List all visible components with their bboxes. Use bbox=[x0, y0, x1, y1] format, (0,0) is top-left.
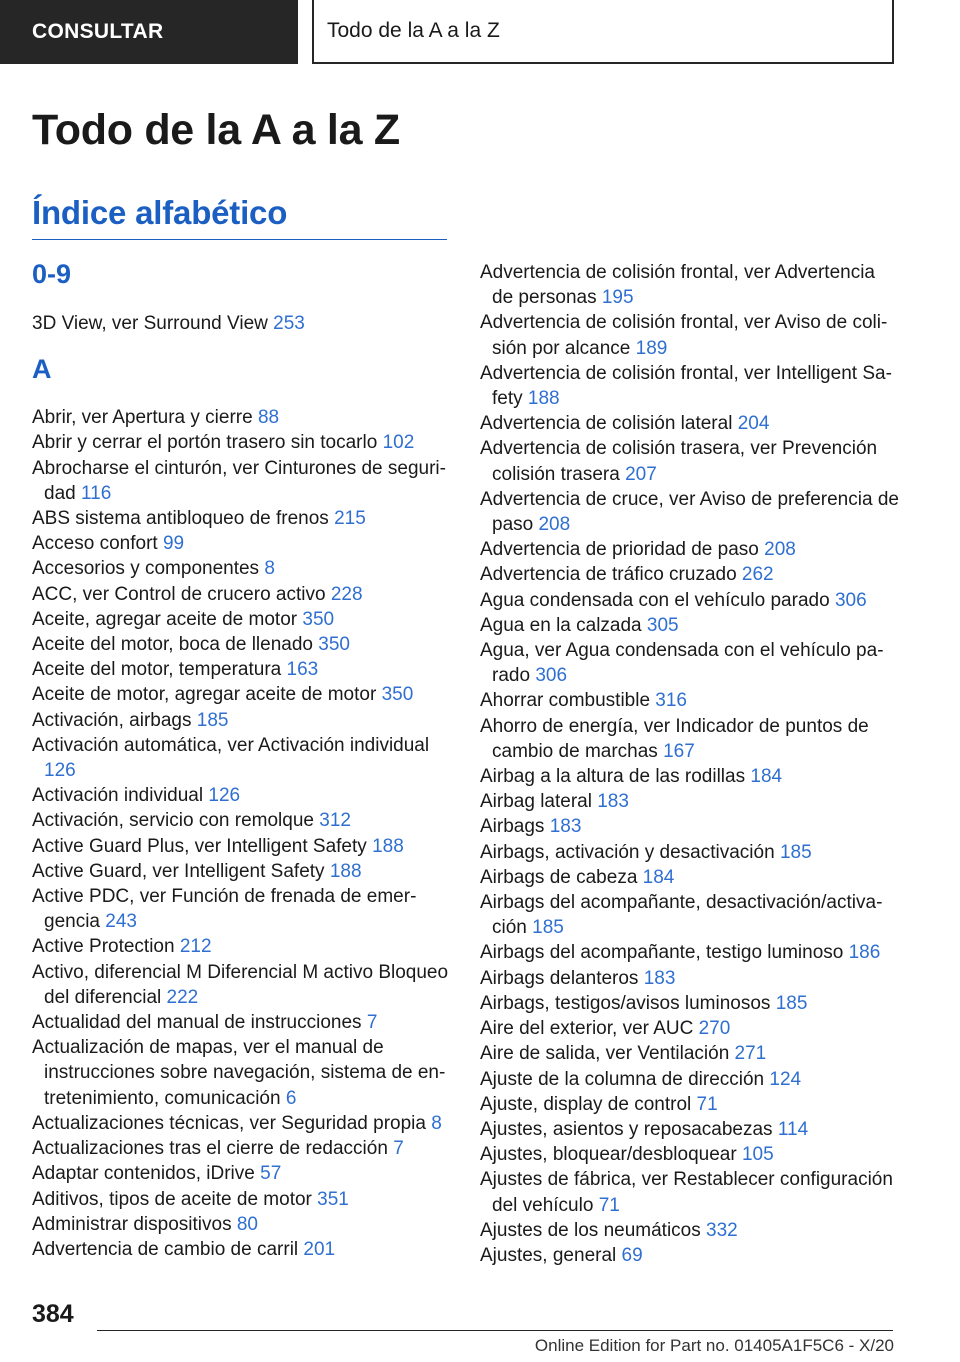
index-entry bbox=[32, 556, 452, 581]
index-entry-page-link[interactable]: 105 bbox=[741, 1144, 774, 1166]
footer-divider bbox=[97, 1330, 893, 1331]
index-entry-page-link[interactable]: 243 bbox=[105, 911, 137, 933]
index-entry-page-link[interactable]: 163 bbox=[286, 659, 319, 681]
index-entry bbox=[32, 934, 452, 959]
index-entry-text: Advertencia de tráfico cruzado bbox=[480, 564, 742, 586]
index-entry bbox=[32, 632, 452, 657]
index-entry bbox=[480, 991, 900, 1016]
index-entry-page-link[interactable]: 270 bbox=[698, 1018, 731, 1040]
index-entry bbox=[480, 1218, 900, 1243]
index-entry bbox=[480, 411, 900, 436]
index-entry-text: Activación, servicio con remolque bbox=[32, 810, 320, 832]
index-entry bbox=[32, 1187, 452, 1212]
index-entry bbox=[480, 436, 900, 486]
index-entry bbox=[480, 1243, 900, 1268]
index-entry bbox=[32, 960, 452, 1010]
index-entry bbox=[32, 1212, 452, 1237]
index-entry-page-link[interactable]: 80 bbox=[236, 1213, 258, 1235]
index-entry-text: Actualizaciones tras el cierre de redacción bbox=[32, 1138, 394, 1160]
index-entry bbox=[480, 487, 900, 537]
index-entry-page-link[interactable]: 184 bbox=[750, 766, 783, 788]
index-entry bbox=[32, 657, 452, 682]
index-entry bbox=[480, 638, 900, 688]
index-entry bbox=[32, 682, 452, 707]
index-entry-page-link[interactable]: 184 bbox=[642, 866, 675, 888]
index-entry-page-link[interactable]: 306 bbox=[834, 589, 867, 611]
index-entry-page-link[interactable]: 212 bbox=[179, 936, 212, 958]
index-entry-text: Airbags delanteros bbox=[480, 967, 644, 989]
index-entry-text: Aceite del motor, boca de llenado bbox=[32, 634, 319, 656]
index-letter-heading: 0-9 bbox=[32, 259, 72, 289]
index-entry bbox=[32, 1237, 452, 1262]
index-entry bbox=[480, 688, 900, 713]
index-entry-page-link[interactable]: 57 bbox=[260, 1163, 282, 1185]
index-entry-page-link[interactable]: 306 bbox=[535, 665, 568, 687]
index-entry-page-link[interactable]: 71 bbox=[696, 1093, 718, 1115]
index-entry-page-link[interactable]: 350 bbox=[381, 684, 414, 706]
index-entry-page-link[interactable]: 188 bbox=[329, 860, 362, 882]
index-entry-page-link[interactable]: 99 bbox=[162, 533, 185, 555]
index-entry-text: Advertencia de colisión frontal, ver Intelligent Safety bbox=[480, 362, 892, 410]
index-entry-page-link[interactable]: 188 bbox=[372, 835, 404, 857]
index-entry-text: Aire de salida, ver Ventilación bbox=[480, 1043, 735, 1065]
index-entry-page-link[interactable]: 167 bbox=[663, 740, 695, 762]
index-entry-text: Airbags de cabeza bbox=[480, 866, 643, 888]
index-entry bbox=[32, 456, 452, 506]
footer-edition-note: Online Edition for Part no. 01405A1F5C6 - X/20 bbox=[534, 1336, 894, 1355]
index-entry bbox=[32, 708, 452, 733]
index-column-left bbox=[32, 257, 452, 1262]
index-entry bbox=[32, 1136, 452, 1161]
index-entry-text: Administrar dispositivos bbox=[32, 1213, 237, 1235]
index-entry bbox=[480, 966, 900, 991]
index-entry-page-link[interactable]: 351 bbox=[317, 1188, 349, 1210]
index-entry-text: Ajuste, display de control bbox=[480, 1093, 697, 1115]
index-entry-page-link[interactable]: 316 bbox=[655, 690, 687, 712]
index-entry-page-link[interactable]: 215 bbox=[334, 508, 366, 530]
index-entry-page-link[interactable]: 88 bbox=[257, 407, 280, 429]
index-entry-page-link[interactable]: 8 bbox=[264, 558, 275, 580]
index-entry bbox=[480, 310, 900, 360]
index-entry bbox=[480, 260, 900, 310]
index-entry-text: Abrir, ver Apertura y cierre bbox=[32, 407, 258, 429]
index-entry bbox=[480, 714, 900, 764]
index-entry-page-link[interactable]: 253 bbox=[273, 313, 305, 334]
index-entry bbox=[32, 430, 452, 455]
index-entry bbox=[32, 311, 452, 336]
index-entry-page-link[interactable]: 185 bbox=[779, 841, 812, 863]
index-entry-text: Activación individual bbox=[32, 785, 209, 807]
index-entry-page-link[interactable]: 185 bbox=[532, 917, 564, 939]
index-entry-page-link[interactable]: 69 bbox=[621, 1244, 643, 1266]
index-entry-text: Acceso confort bbox=[32, 533, 163, 555]
index-entry-page-link[interactable]: 114 bbox=[777, 1118, 809, 1140]
index-entry-page-link[interactable]: 185 bbox=[196, 709, 229, 731]
index-entry-text: Aceite de motor, agregar aceite de motor bbox=[32, 684, 382, 706]
index-letter-heading: A bbox=[32, 354, 52, 385]
index-entry bbox=[32, 783, 452, 808]
index-entry-text: Abrocharse el cinturón, ver Cinturones de seguridad bbox=[32, 457, 446, 504]
index-entry-text: Aceite, agregar aceite de motor bbox=[32, 608, 303, 630]
index-entry-text: ACC, ver Control de crucero activo bbox=[32, 583, 331, 605]
index-section-title: Índice alfabético bbox=[32, 194, 288, 231]
index-entry-page-link[interactable]: 126 bbox=[44, 760, 76, 782]
index-entry bbox=[32, 531, 452, 556]
index-entry bbox=[480, 1167, 900, 1217]
index-entry-page-link[interactable]: 195 bbox=[601, 287, 634, 309]
index-entry bbox=[32, 506, 452, 531]
index-entry bbox=[480, 1041, 900, 1066]
index-column-right bbox=[480, 260, 900, 1268]
index-entry-page-link[interactable]: 183 bbox=[643, 967, 676, 989]
index-entry bbox=[32, 834, 452, 859]
index-entry bbox=[480, 1067, 900, 1092]
index-entry-page-link[interactable]: 305 bbox=[646, 614, 679, 636]
index-entry-page-link[interactable]: 350 bbox=[318, 634, 350, 656]
index-entry-text: Airbags, testigos/avisos luminosos bbox=[480, 992, 776, 1014]
index-entry-text: Ajustes de los neumáticos bbox=[480, 1219, 707, 1241]
index-entry bbox=[32, 1035, 452, 1111]
index-entry bbox=[480, 1092, 900, 1117]
index-entry-text: Airbags, activación y desactivación bbox=[480, 841, 780, 863]
section-divider bbox=[32, 239, 447, 240]
header-chapter-tab[interactable]: Todo de la A a la Z bbox=[312, 0, 894, 64]
index-entry-page-link[interactable]: 6 bbox=[285, 1087, 297, 1109]
index-entry-text: Active Protection bbox=[32, 936, 180, 958]
index-entry-page-link[interactable]: 7 bbox=[393, 1138, 404, 1160]
index-entry-page-link[interactable]: 208 bbox=[538, 514, 571, 536]
header-section-tab[interactable]: CONSULTAR bbox=[0, 0, 298, 64]
index-entry-page-link[interactable]: 183 bbox=[597, 791, 629, 813]
index-entry-text: Airbag a la altura de las rodillas bbox=[480, 766, 751, 788]
page-number: 384 bbox=[32, 1300, 74, 1328]
index-entry-page-link[interactable]: 228 bbox=[330, 583, 363, 605]
index-entry-page-link[interactable]: 271 bbox=[734, 1043, 767, 1065]
index-entry bbox=[480, 764, 900, 789]
index-entry-page-link[interactable]: 208 bbox=[764, 539, 796, 561]
index-entry-page-link[interactable]: 185 bbox=[775, 992, 808, 1014]
index-entry-text: Airbag lateral bbox=[480, 791, 598, 813]
index-entry-text: Aditivos, tipos de aceite de motor bbox=[32, 1188, 318, 1210]
index-entry bbox=[480, 890, 900, 940]
index-entry bbox=[32, 582, 452, 607]
index-entry bbox=[32, 884, 452, 934]
index-entry-text: Agua, ver Agua condensada con el vehículo parado bbox=[480, 640, 884, 687]
index-entry-text: Ajustes, general bbox=[480, 1244, 622, 1266]
index-entry bbox=[32, 405, 452, 430]
index-entry-text: Advertencia de colisión lateral bbox=[480, 413, 738, 435]
index-entry bbox=[480, 562, 900, 587]
index-entry-page-link[interactable]: 7 bbox=[366, 1012, 378, 1034]
index-entry bbox=[480, 1016, 900, 1041]
index-entry bbox=[32, 1010, 452, 1035]
index-entry-text: Ahorro de energía, ver Indicador de puntos de cambio de marchas bbox=[480, 715, 869, 762]
index-entry-text: Airbags del acompañante, desactivación/activación bbox=[480, 892, 883, 939]
index-entry-page-link[interactable]: 116 bbox=[80, 482, 112, 504]
index-entry-page-link[interactable]: 201 bbox=[303, 1238, 336, 1260]
index-entry bbox=[32, 733, 452, 783]
index-entry-text: Aire del exterior, ver AUC bbox=[480, 1018, 699, 1040]
index-entry-text: Ajustes, asientos y reposacabezas bbox=[480, 1118, 778, 1140]
index-entry-page-link[interactable]: 124 bbox=[769, 1068, 802, 1090]
index-entry-text: ABS sistema antibloqueo de frenos bbox=[32, 508, 335, 530]
index-entry bbox=[32, 1111, 452, 1136]
index-entry bbox=[480, 361, 900, 411]
index-entry-text: Ajustes, bloquear/desbloquear bbox=[480, 1144, 742, 1166]
index-entry-text: Activación, airbags bbox=[32, 709, 197, 731]
index-entry-page-link[interactable]: 71 bbox=[598, 1194, 620, 1216]
index-entry-text: 3D View, ver Surround View bbox=[32, 313, 274, 334]
index-entry-text: Activación automática, ver Activación individual bbox=[32, 734, 430, 756]
index-entry-page-link[interactable]: 188 bbox=[527, 388, 560, 410]
index-entry-text: Ajuste de la columna de dirección bbox=[480, 1068, 770, 1090]
index-entry-page-link[interactable]: 186 bbox=[848, 942, 881, 964]
index-entry-page-link[interactable]: 204 bbox=[737, 413, 770, 435]
index-entry bbox=[480, 789, 900, 814]
index-entry-text: Actualidad del manual de instrucciones bbox=[32, 1012, 367, 1034]
index-entry-page-link[interactable]: 102 bbox=[382, 432, 415, 454]
index-entry bbox=[480, 1142, 900, 1167]
index-entry bbox=[480, 865, 900, 890]
index-entry-text: Airbags del acompañante, testigo luminoso bbox=[480, 942, 849, 964]
index-entry-text: Advertencia de colisión frontal, ver Aviso de colisión por alcance bbox=[480, 312, 888, 359]
index-entry-text: Abrir y cerrar el portón trasero sin tocarlo bbox=[32, 432, 383, 454]
index-entry-text: Advertencia de colisión trasera, ver Prevención colisión trasera bbox=[480, 438, 878, 485]
index-entry-text: Actualizaciones técnicas, ver Seguridad propia bbox=[32, 1112, 432, 1134]
index-entry-text: Active Guard, ver Intelligent Safety bbox=[32, 860, 330, 882]
index-entry-page-link[interactable]: 350 bbox=[302, 608, 335, 630]
index-entry-page-link[interactable]: 189 bbox=[635, 337, 668, 359]
index-entry-text: Active PDC, ver Función de frenada de emergencia bbox=[32, 886, 417, 933]
index-entry bbox=[32, 607, 452, 632]
index-entry-text: Adaptar contenidos, iDrive bbox=[32, 1163, 261, 1185]
index-entry-page-link[interactable]: 222 bbox=[166, 986, 199, 1008]
index-entry-text: Advertencia de cambio de carril bbox=[32, 1238, 304, 1260]
index-entry-text: Advertencia de cruce, ver Aviso de preferencia de paso bbox=[480, 488, 899, 536]
page-title: Todo de la A a la Z bbox=[32, 106, 400, 154]
index-entry-text: Ajustes de fábrica, ver Restablecer configuración del vehículo bbox=[480, 1169, 893, 1216]
index-entry bbox=[32, 1161, 452, 1186]
index-entry-page-link[interactable]: 312 bbox=[319, 810, 351, 832]
index-entry-text: Ahorrar combustible bbox=[480, 690, 656, 712]
index-entry bbox=[480, 613, 900, 638]
index-entry bbox=[480, 588, 900, 613]
index-entry-text: Active Guard Plus, ver Intelligent Safety bbox=[32, 835, 373, 857]
index-entry-page-link[interactable]: 126 bbox=[208, 785, 241, 807]
index-entry-text: Agua en la calzada bbox=[480, 614, 647, 636]
index-entry bbox=[32, 808, 452, 833]
index-entry-page-link[interactable]: 8 bbox=[431, 1112, 442, 1134]
index-entry-page-link[interactable]: 183 bbox=[549, 816, 582, 838]
index-entry-text: Advertencia de prioridad de paso bbox=[480, 539, 765, 561]
index-entry-text: Agua condensada con el vehículo parado bbox=[480, 589, 835, 611]
index-entry-page-link[interactable]: 262 bbox=[741, 564, 774, 586]
index-entry bbox=[480, 537, 900, 562]
index-entry bbox=[480, 840, 900, 865]
index-entry-text: Accesorios y componentes bbox=[32, 558, 265, 580]
index-entry bbox=[480, 940, 900, 965]
index-entry bbox=[480, 1117, 900, 1142]
index-entry-page-link[interactable]: 207 bbox=[625, 463, 657, 485]
index-entry-text: Activo, diferencial M Diferencial M activo Bloqueo del diferencial bbox=[32, 961, 449, 1008]
index-entry bbox=[480, 814, 900, 839]
index-entry-text: Advertencia de colisión frontal, ver Advertencia de personas bbox=[480, 262, 875, 309]
index-entry-text: Actualización de mapas, ver el manual de instrucciones sobre navegación, sistema de entretenimiento, comunicación bbox=[32, 1037, 446, 1109]
index-entry bbox=[32, 859, 452, 884]
index-entry-text: Aceite del motor, temperatura bbox=[32, 659, 287, 681]
index-entry-page-link[interactable]: 332 bbox=[706, 1219, 738, 1241]
index-entry-text: Airbags bbox=[480, 816, 550, 838]
